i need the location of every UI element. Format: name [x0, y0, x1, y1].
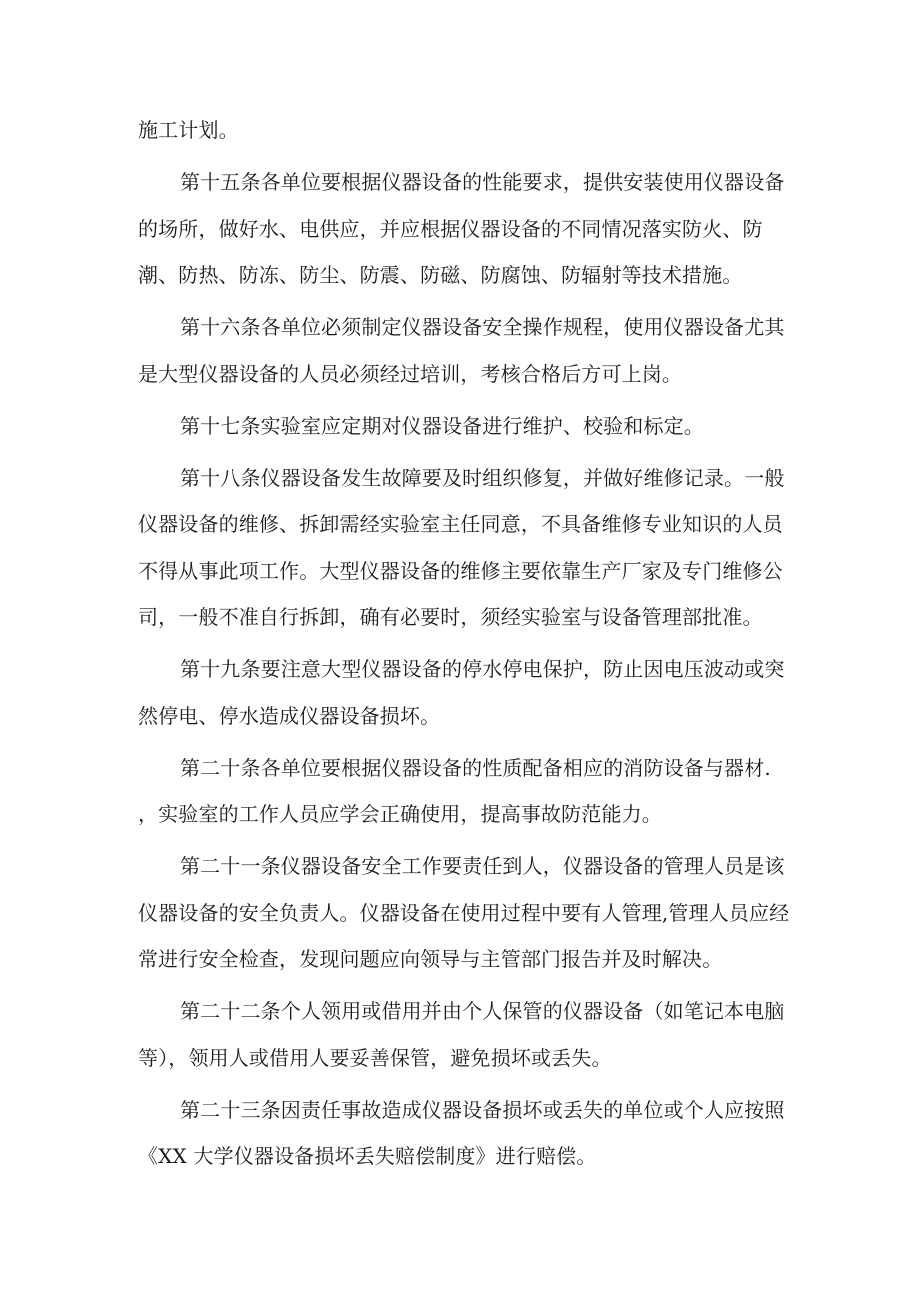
article-23	[138, 1087, 798, 1180]
paragraph-line: 仪器设备的安全负责人。仪器设备在使用过程中要有人管理,管理人员应经	[138, 900, 790, 925]
article-22	[138, 988, 798, 1081]
paragraph-line: 第十五条各单位要根据仪器设备的性能要求，提供安装使用仪器设备	[180, 170, 785, 194]
paragraph-line: 第十七条实验室应定期对仪器设备进行维护、校验和标定。	[180, 413, 704, 438]
document-body	[138, 107, 798, 1180]
paragraph-line: 第二十一条仪器设备安全工作要责任到人，仪器设备的管理人员是该	[180, 854, 785, 878]
paragraph-line: 第二十条各单位要根据仪器设备的性质配备相应的消防设备与器材.	[180, 755, 771, 780]
paragraph-line: 的场所，做好水、电供应，并应根据仪器设备的不同情况落实防火、防	[138, 216, 763, 241]
paragraph-line: 然停电、停水造成仪器设备损坏。	[138, 703, 441, 728]
paragraph-line: 第二十二条个人领用或借用并由个人保管的仪器设备（如笔记本电脑	[180, 999, 785, 1023]
article-15	[138, 159, 798, 299]
paragraph-line: 施工计划。	[138, 118, 239, 142]
paragraph-line: 司，一般不准自行拆卸，确有必要时，须经实验室与设备管理部批准。	[138, 605, 763, 629]
paragraph-line: 第十九条要注意大型仪器设备的停水停电保护，防止因电压波动或突	[180, 657, 785, 681]
paragraph-line: 仪器设备的维修、拆卸需经实验室主任同意，不具备维修专业知识的人员	[138, 512, 783, 536]
paragraph-line: 潮、防热、防冻、防尘、防震、防磁、防腐蚀、防辐射等技术措施。	[138, 263, 743, 287]
article-16	[138, 304, 798, 397]
article-20	[138, 745, 798, 838]
paragraph-continuation	[138, 107, 798, 154]
article-17	[138, 403, 798, 450]
paragraph-line: 第二十三条因责任事故造成仪器设备损坏或丢失的单位或个人应按照	[180, 1097, 785, 1122]
paragraph-line: 第十六条各单位必须制定仪器设备安全操作规程，使用仪器设备尤其	[180, 315, 785, 339]
paragraph-line: 是大型仪器设备的人员必须经过培训，考核合格后方可上岗。	[138, 361, 683, 386]
article-18	[138, 455, 798, 641]
paragraph-line: 第十八条仪器设备发生故障要及时组织修复，并做好维修记录。一般	[180, 465, 785, 490]
paragraph-line: 常进行安全检查，发现问题应向领导与主管部门报告并及时解决。	[138, 947, 723, 971]
article-21	[138, 843, 798, 983]
paragraph-line: 《XX 大学仪器设备损坏丢失赔偿制度》进行赔偿。	[138, 1144, 597, 1168]
paragraph-line: 不得从事此项工作。大型仪器设备的维修主要依靠生产厂家及专门维修公	[138, 558, 783, 583]
paragraph-line: ，实验室的工作人员应学会正确使用，提高事故防范能力。	[138, 802, 662, 826]
paragraph-line: 等），领用人或借用人要妥善保管，避免损坏或丢失。	[138, 1045, 612, 1070]
article-19	[138, 646, 798, 739]
